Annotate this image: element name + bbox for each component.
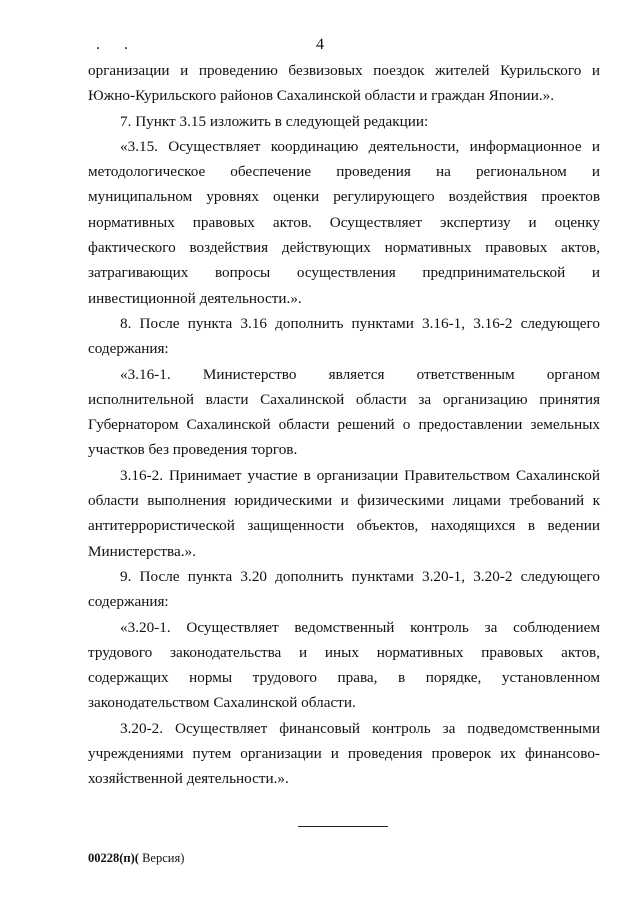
text-line: исполнительной власти Сахалинской области за организацию принятия (88, 390, 600, 408)
scan-marks: . . (96, 36, 138, 53)
document-code: 00228(п)( (88, 851, 139, 865)
text-line: 8. После пункта 3.16 дополнить пунктами 3.16-1, 3.16-2 следующего (120, 314, 600, 332)
text-line: муниципальном уровнях оценки регулирующего воздействия проектов (88, 188, 600, 206)
text-line: участков без проведения торгов. (88, 441, 298, 459)
text-line: законодательством Сахалинской области. (88, 694, 356, 712)
text-line: «3.15. Осуществляет координацию деятельности, информационное и (120, 137, 600, 155)
text-line: содержания: (88, 340, 169, 358)
text-line: 3.20-2. Осуществляет финансовый контроль за подведомственными (120, 719, 600, 737)
text-line: Министерства.». (88, 542, 196, 560)
document-body (88, 58, 600, 792)
text-line: хозяйственной деятельности.». (88, 770, 289, 788)
text-line: методологическое обеспечение проведения на региональном и (88, 163, 600, 181)
text-line: учреждениями путем организации и проведения проверок их финансово- (88, 745, 600, 763)
text-line: содержания: (88, 593, 169, 611)
text-line: области выполнения юридическими и физическими лицами требований к (88, 492, 600, 510)
document-footer (88, 851, 184, 866)
end-rule (298, 826, 388, 827)
text-line: содержащих нормы трудового права, в порядке, установленном (88, 669, 600, 687)
text-line: 9. После пункта 3.20 дополнить пунктами 3.20-1, 3.20-2 следующего (120, 567, 600, 585)
text-line: антитеррористической защищенности объектов, находящихся в ведении (88, 517, 600, 535)
text-line: организации и проведению безвизовых поездок жителей Курильского и (88, 62, 600, 79)
text-line: Южно-Курильского районов Сахалинской области и граждан Японии.». (88, 87, 555, 105)
page-number: 4 (316, 36, 324, 53)
text-line: инвестиционной деятельности.». (88, 289, 302, 307)
text-line: Губернатором Сахалинской области решений о предоставлении земельных (88, 416, 600, 434)
text-line: 3.16-2. Принимает участие в организации Правительством Сахалинской (120, 466, 600, 484)
text-line: затрагивающих вопросы осуществления предпринимательской и (88, 264, 600, 282)
text-line: «3.20-1. Осуществляет ведомственный контроль за соблюдением (120, 618, 600, 636)
text-line: трудового законодательства и иных нормативных правовых актов, (88, 643, 600, 661)
text-line: нормативных правовых актов. Осуществляет экспертизу и оценку (88, 213, 600, 231)
version-label: Версия) (138, 851, 185, 865)
text-line: «3.16-1. Министерство является ответственным органом (120, 365, 600, 383)
text-line: фактического воздействия действующих нормативных правовых актов, (88, 239, 600, 257)
text-line: 7. Пункт 3.15 изложить в следующей редакции: (120, 112, 429, 130)
